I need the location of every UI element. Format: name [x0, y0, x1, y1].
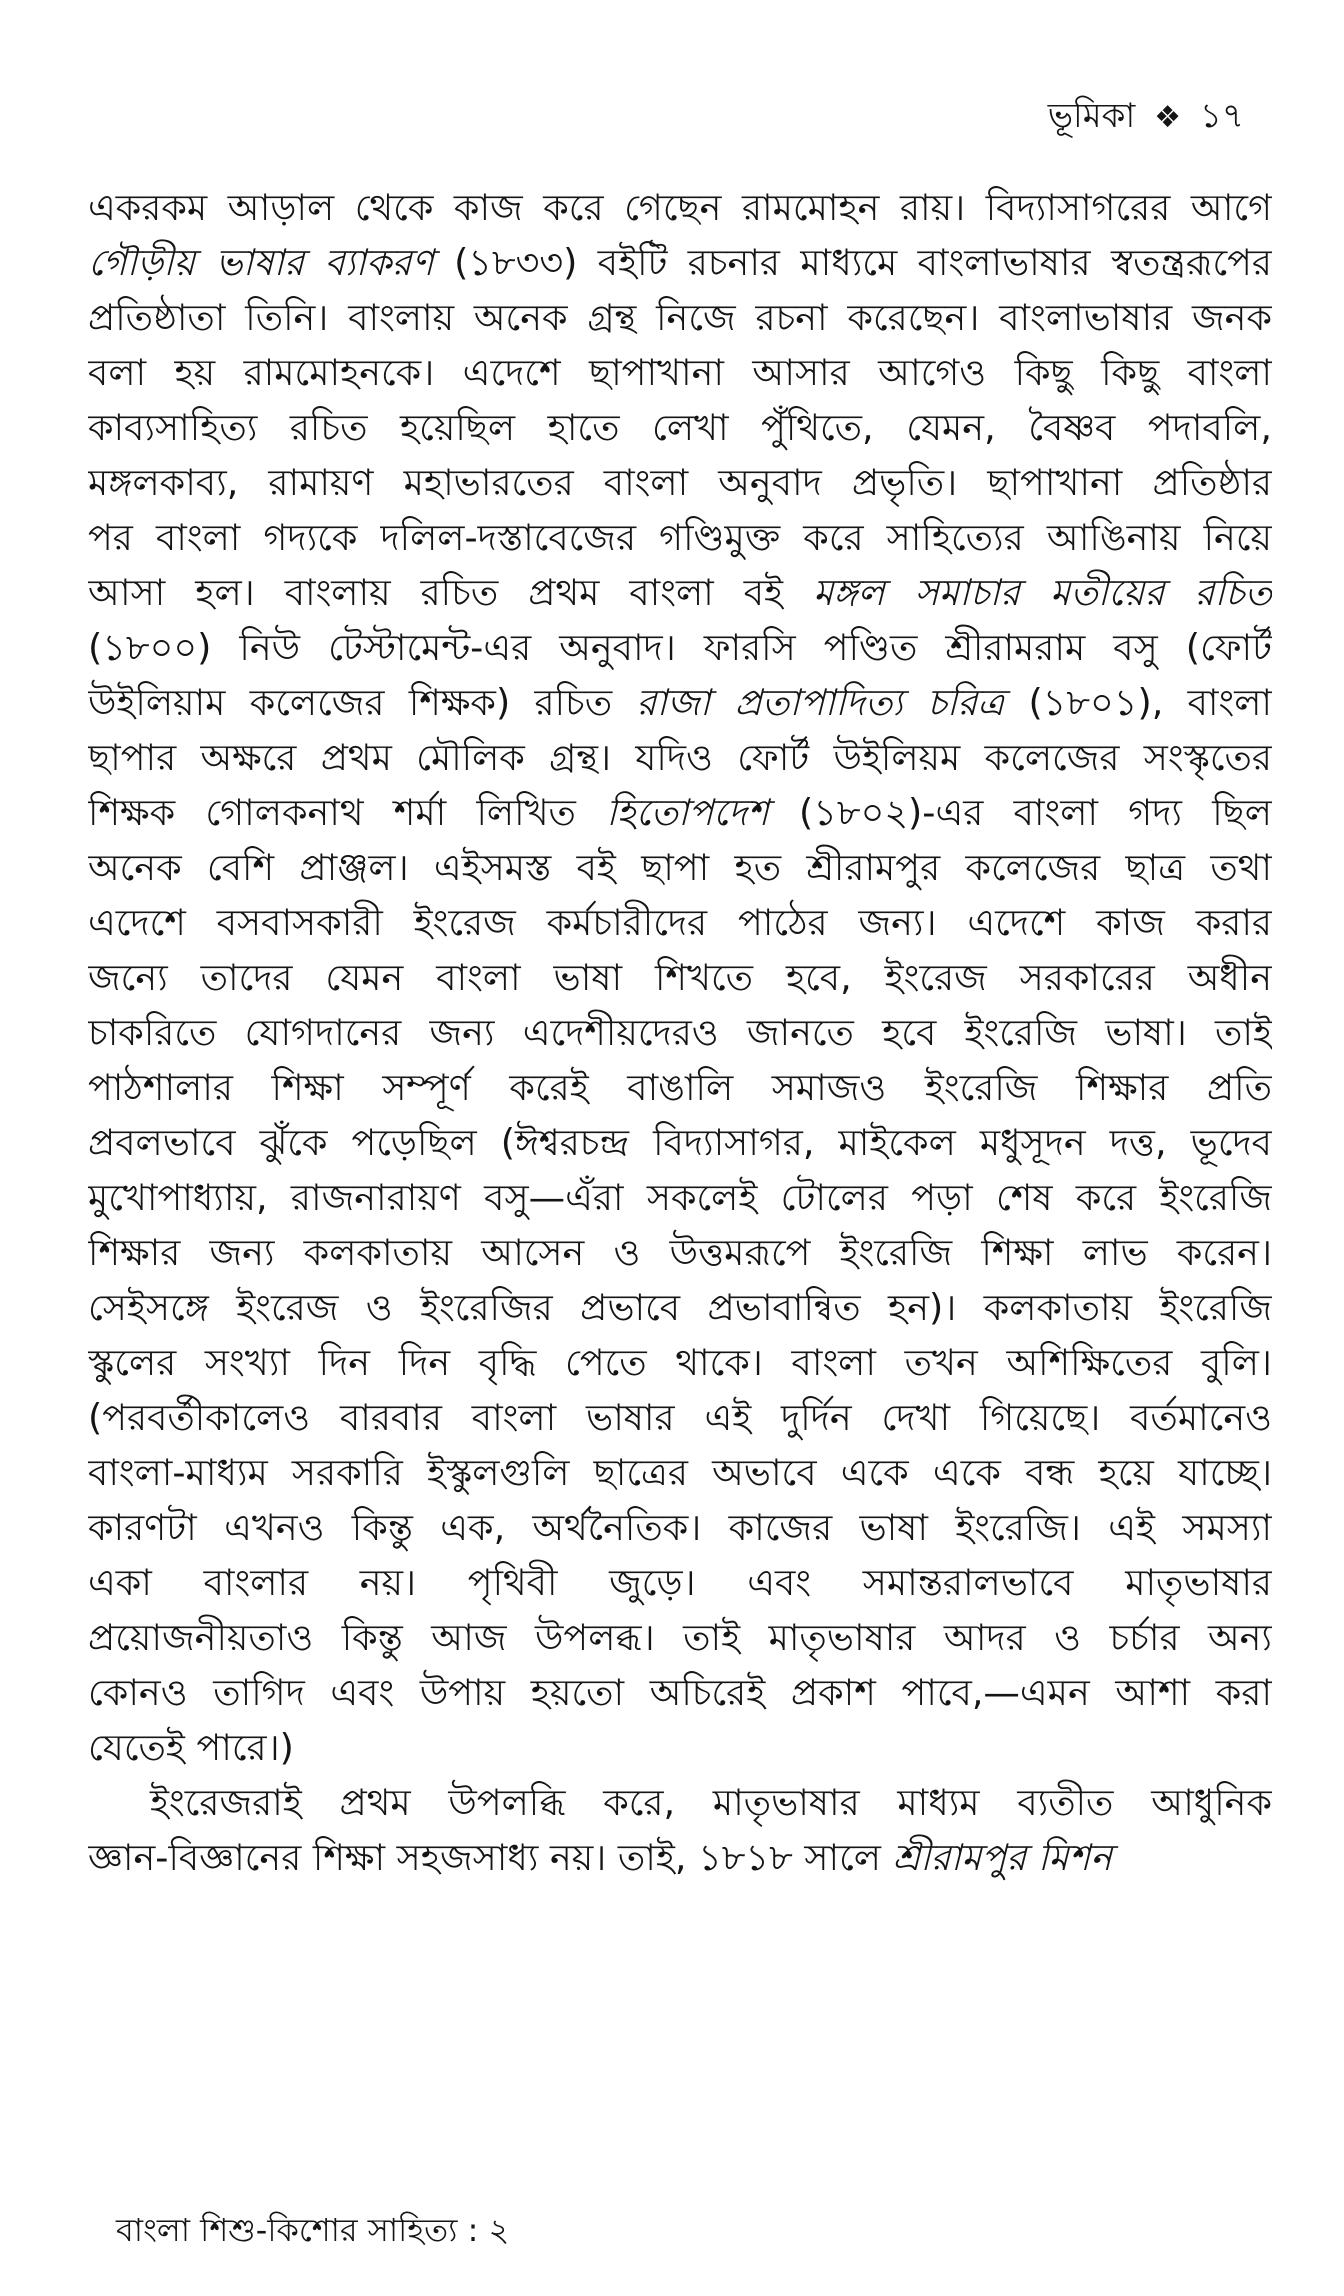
text-run: (১৮৩৩) বইটি রচনার মাধ্যমে বাংলাভাষার স্বতন্ত্ররূপের	[433, 241, 1272, 284]
text-line	[88, 510, 1272, 565]
text-line	[88, 785, 1272, 840]
text-run: (১৮০২)-এর বাংলা গদ্য ছিল	[768, 791, 1272, 834]
text-line	[88, 675, 1272, 730]
text-run: জ্ঞান-বিজ্ঞানের শিক্ষা সহজসাধ্য নয়। তাই, ১৮১৮ সালে	[88, 1836, 893, 1879]
italic-book-title: গৌড়ীয় ভাষার ব্যাকরণ	[88, 241, 434, 284]
text-run: স্কুলের সংখ্যা দিন দিন বৃদ্ধি পেতে থাকে। বাংলা তখন অশিক্ষিতের বুলি।	[88, 1341, 1272, 1384]
text-run: জন্যে তাদের যেমন বাংলা ভাষা শিখতে হবে, ইংরেজ সরকারের অধীন	[88, 956, 1272, 999]
text-run: একরকম আড়াল থেকে কাজ করে গেছেন রামমোহন রায়। বিদ্যাসাগরের আগে	[88, 186, 1272, 229]
text-line	[88, 1445, 1272, 1500]
text-run: চাকরিতে যোগদানের জন্য এদেশীয়দেরও জানতে হবে ইংরেজি ভাষা। তাই	[88, 1011, 1272, 1054]
text-line	[88, 290, 1272, 345]
text-line	[88, 1500, 1272, 1555]
text-run: (১৮০০) নিউ টেস্টামেন্ট-এর অনুবাদ। ফারসি পণ্ডিত শ্রীরামরাম বসু (ফোর্ট	[88, 626, 1272, 669]
text-line	[88, 1115, 1272, 1170]
text-line	[88, 1775, 1272, 1830]
text-run: কোনও তাগিদ এবং উপায় হয়তো অচিরেই প্রকাশ পাবে,—এমন আশা করা	[88, 1671, 1272, 1714]
text-line	[88, 1390, 1272, 1445]
text-line	[88, 950, 1272, 1005]
section-title: ভূমিকা	[1047, 96, 1136, 136]
text-line	[88, 895, 1272, 950]
text-line	[88, 620, 1272, 675]
text-line	[88, 400, 1272, 455]
text-run: উইলিয়াম কলেজের শিক্ষক) রচিত	[88, 681, 637, 724]
text-run: মঙ্গলকাব্য, রামায়ণ মহাভারতের বাংলা অনুবাদ প্রভৃতি। ছাপাখানা প্রতিষ্ঠার	[88, 461, 1272, 504]
text-line	[88, 345, 1272, 400]
text-run: এদেশে বসবাসকারী ইংরেজ কর্মচারীদের পাঠের জন্য। এদেশে কাজ করার	[88, 901, 1272, 944]
text-line	[88, 1830, 1272, 1885]
text-run: আসা হল। বাংলায় রচিত প্রথম বাংলা বই	[88, 571, 814, 614]
text-run: পর বাংলা গদ্যকে দলিল-দস্তাবেজের গণ্ডিমুক্ত করে সাহিত্যের আঙিনায় নিয়ে	[88, 516, 1272, 559]
page-number: ১৭	[1199, 96, 1244, 136]
italic-book-title: রাজা প্রতাপাদিত্য চরিত্র	[636, 681, 1005, 724]
diamond-ornament-icon: ❖	[1154, 100, 1182, 135]
text-line	[88, 235, 1272, 290]
text-run: শিক্ষক গোলকনাথ শর্মা লিখিত	[88, 791, 607, 834]
text-line	[88, 455, 1272, 510]
text-run: মুখোপাধ্যায়, রাজনারায়ণ বসু—এঁরা সকলেই টোলের পড়া শেষ করে ইংরেজি	[88, 1176, 1272, 1219]
text-run: বাংলা-মাধ্যম সরকারি ইস্কুলগুলি ছাত্রের অভাবে একে একে বন্ধ হয়ে যাচ্ছে।	[88, 1451, 1272, 1494]
text-line	[88, 1335, 1272, 1390]
text-line	[88, 1665, 1272, 1720]
text-line	[88, 1170, 1272, 1225]
text-run: পাঠশালার শিক্ষা সম্পূর্ণ করেই বাঙালি সমাজও ইংরেজি শিক্ষার প্রতি	[88, 1066, 1272, 1109]
text-run: ছাপার অক্ষরে প্রথম মৌলিক গ্রন্থ। যদিও ফোর্ট উইলিয়ম কলেজের সংস্কৃতের	[88, 736, 1272, 779]
body-text	[88, 180, 1272, 1885]
text-run: যেতেই পারে।)	[88, 1726, 294, 1769]
text-line	[88, 180, 1272, 235]
italic-book-title: মঙ্গল সমাচার মতীয়ের রচিত	[813, 571, 1272, 614]
text-run: প্রতিষ্ঠাতা তিনি। বাংলায় অনেক গ্রন্থ নিজে রচনা করেছেন। বাংলাভাষার জনক	[88, 296, 1272, 339]
running-foot: বাংলা শিশু-কিশোর সাহিত্য : ২	[116, 2211, 510, 2249]
text-line	[88, 1555, 1272, 1610]
text-line	[88, 565, 1272, 620]
text-line	[88, 1225, 1272, 1280]
text-run: একা বাংলার নয়। পৃথিবী জুড়ে। এবং সমান্তরালভাবে মাতৃভাষার	[88, 1561, 1272, 1604]
running-head	[1048, 96, 1244, 138]
text-run: কাব্যসাহিত্য রচিত হয়েছিল হাতে লেখা পুঁথিতে, যেমন, বৈষ্ণব পদাবলি,	[88, 406, 1272, 449]
text-line	[88, 730, 1272, 785]
text-line	[88, 1060, 1272, 1115]
text-run: (১৮০১), বাংলা	[1004, 681, 1272, 724]
text-run: কারণটা এখনও কিন্তু এক, অর্থনৈতিক। কাজের ভাষা ইংরেজি। এই সমস্যা	[88, 1506, 1272, 1549]
text-run: শিক্ষার জন্য কলকাতায় আসেন ও উত্তমরূপে ইংরেজি শিক্ষা লাভ করেন।	[88, 1231, 1272, 1274]
text-run: প্রবলভাবে ঝুঁকে পড়েছিল (ঈশ্বরচন্দ্র বিদ্যাসাগর, মাইকেল মধুসূদন দত্ত, ভূদেব	[88, 1121, 1272, 1164]
italic-book-title: হিতোপদেশ	[606, 791, 769, 834]
text-line	[88, 840, 1272, 895]
text-run: প্রয়োজনীয়তাও কিন্তু আজ উপলব্ধ। তাই মাতৃভাষার আদর ও চর্চার অন্য	[88, 1616, 1272, 1659]
text-run: বলা হয় রামমোহনকে। এদেশে ছাপাখানা আসার আগেও কিছু কিছু বাংলা	[88, 351, 1272, 394]
text-line	[88, 1005, 1272, 1060]
text-line	[88, 1280, 1272, 1335]
text-run: অনেক বেশি প্রাঞ্জল। এইসমস্ত বই ছাপা হত শ্রীরামপুর কলেজের ছাত্র তথা	[88, 846, 1272, 889]
text-run: (পরবর্তীকালেও বারবার বাংলা ভাষার এই দুর্দিন দেখা গিয়েছে। বর্তমানেও	[88, 1396, 1272, 1439]
text-run: সেইসঙ্গে ইংরেজ ও ইংরেজির প্রভাবে প্রভাবান্বিত হন)। কলকাতায় ইংরেজি	[88, 1286, 1272, 1329]
text-line	[88, 1610, 1272, 1665]
text-line	[88, 1720, 1272, 1775]
text-run: ইংরেজরাই প্রথম উপলব্ধি করে, মাতৃভাষার মাধ্যম ব্যতীত আধুনিক	[150, 1781, 1272, 1824]
italic-book-title: শ্রীরামপুর মিশন	[892, 1836, 1113, 1879]
